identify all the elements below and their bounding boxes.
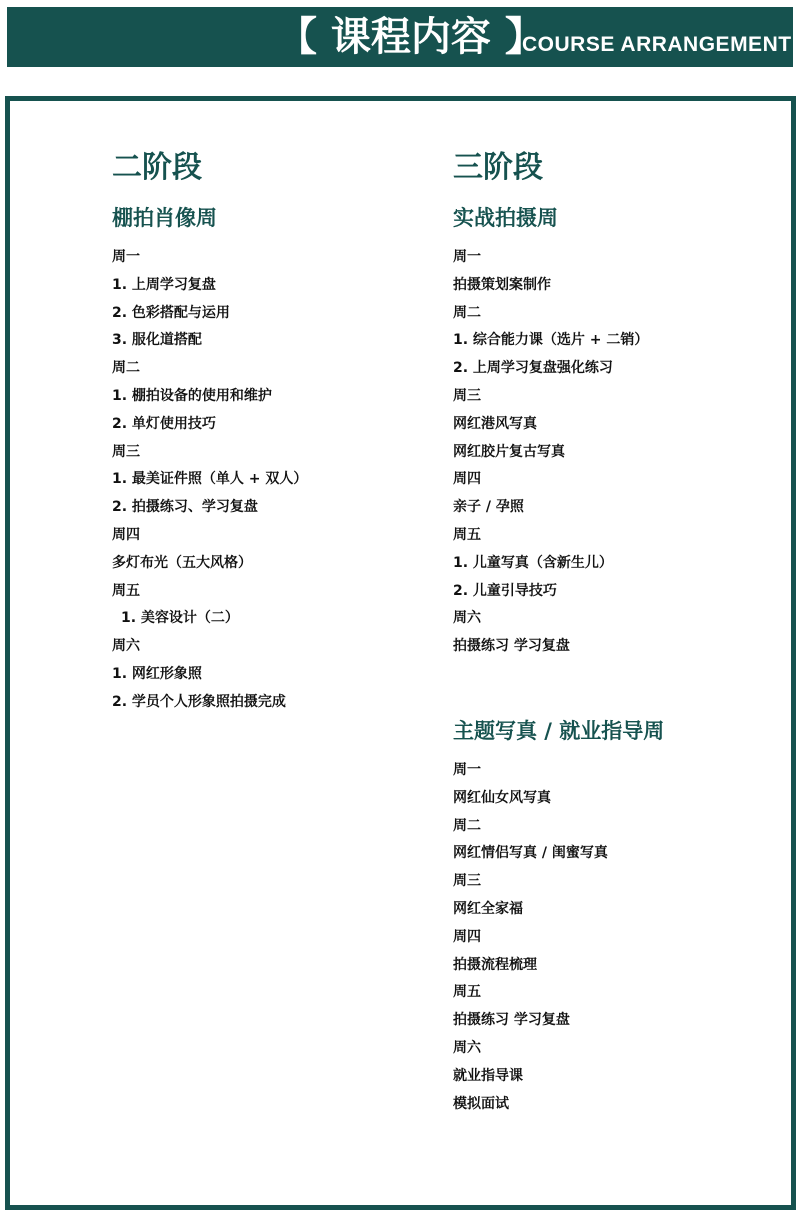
list-item: 周五 — [112, 582, 140, 599]
list-item: 模拟面试 — [453, 1095, 509, 1112]
list-item: 1. 美容设计（二） — [121, 610, 239, 627]
list-item: 1. 最美证件照（单人 + 双人） — [112, 471, 308, 488]
page-subtitle: COURSE ARRANGEMENT — [522, 33, 792, 56]
list-item: 2. 学员个人形象照拍摄完成 — [112, 693, 286, 710]
list-item: 2. 单灯使用技巧 — [112, 415, 216, 432]
list-item: 2. 儿童引导技巧 — [453, 582, 557, 599]
list-item: 多灯布光（五大风格） — [112, 554, 252, 571]
list-item: 周六 — [453, 1039, 481, 1056]
list-item: 周六 — [453, 610, 481, 627]
list-item: 2. 色彩搭配与运用 — [112, 304, 230, 321]
list-item: 2. 拍摄练习、学习复盘 — [112, 499, 258, 516]
week-heading: 实战拍摄周 — [453, 206, 558, 230]
list-item: 周一 — [112, 249, 140, 265]
list-item: 拍摄流程梳理 — [453, 956, 537, 973]
week-heading: 主题写真 / 就业指导周 — [453, 718, 665, 743]
list-item: 网红港风写真 — [453, 415, 537, 432]
list-item: 2. 上周学习复盘强化练习 — [453, 360, 613, 377]
list-item: 周四 — [453, 471, 481, 488]
list-item: 周二 — [453, 304, 481, 321]
stage-heading: 二阶段 — [112, 150, 202, 185]
list-item: 拍摄策划案制作 — [453, 276, 551, 293]
list-item: 亲子 / 孕照 — [453, 499, 524, 516]
stage-heading: 三阶段 — [453, 150, 543, 185]
list-item: 周四 — [453, 928, 481, 945]
list-item: 网红仙女风写真 — [453, 789, 551, 806]
list-item: 周五 — [453, 984, 481, 1001]
list-item: 周三 — [453, 387, 481, 404]
list-item: 周二 — [112, 360, 140, 377]
list-item: 1. 儿童写真（含新生儿） — [453, 554, 613, 571]
list-item: 周六 — [112, 638, 140, 655]
schedule-list — [453, 757, 773, 1118]
list-item: 周三 — [112, 443, 140, 460]
schedule-list — [112, 244, 432, 717]
list-item: 周五 — [453, 526, 481, 543]
list-item: 就业指导课 — [453, 1067, 523, 1084]
list-item: 拍摄练习 学习复盘 — [453, 638, 570, 655]
list-item: 周二 — [453, 817, 481, 834]
list-item: 网红胶片复古写真 — [453, 443, 565, 460]
list-item: 周一 — [453, 249, 481, 265]
left-column — [112, 146, 432, 717]
list-item: 网红全家福 — [453, 900, 523, 917]
list-item: 周四 — [112, 526, 140, 543]
list-item: 周三 — [453, 873, 481, 890]
week-heading: 棚拍肖像周 — [112, 206, 217, 230]
list-item: 1. 网红形象照 — [112, 665, 202, 682]
page-title: 【 课程内容 】 — [277, 13, 545, 60]
schedule-list — [453, 244, 773, 661]
list-item: 1. 综合能力课（选片 + 二销） — [453, 332, 649, 349]
list-item: 拍摄练习 学习复盘 — [453, 1012, 570, 1029]
header-banner — [7, 7, 793, 67]
list-item: 1. 棚拍设备的使用和维护 — [112, 387, 272, 404]
list-item: 3. 服化道搭配 — [112, 332, 202, 349]
list-item: 周一 — [453, 761, 481, 778]
list-item: 网红情侣写真 / 闺蜜写真 — [453, 845, 608, 862]
list-item: 1. 上周学习复盘 — [112, 276, 216, 293]
right-column — [453, 146, 773, 1118]
